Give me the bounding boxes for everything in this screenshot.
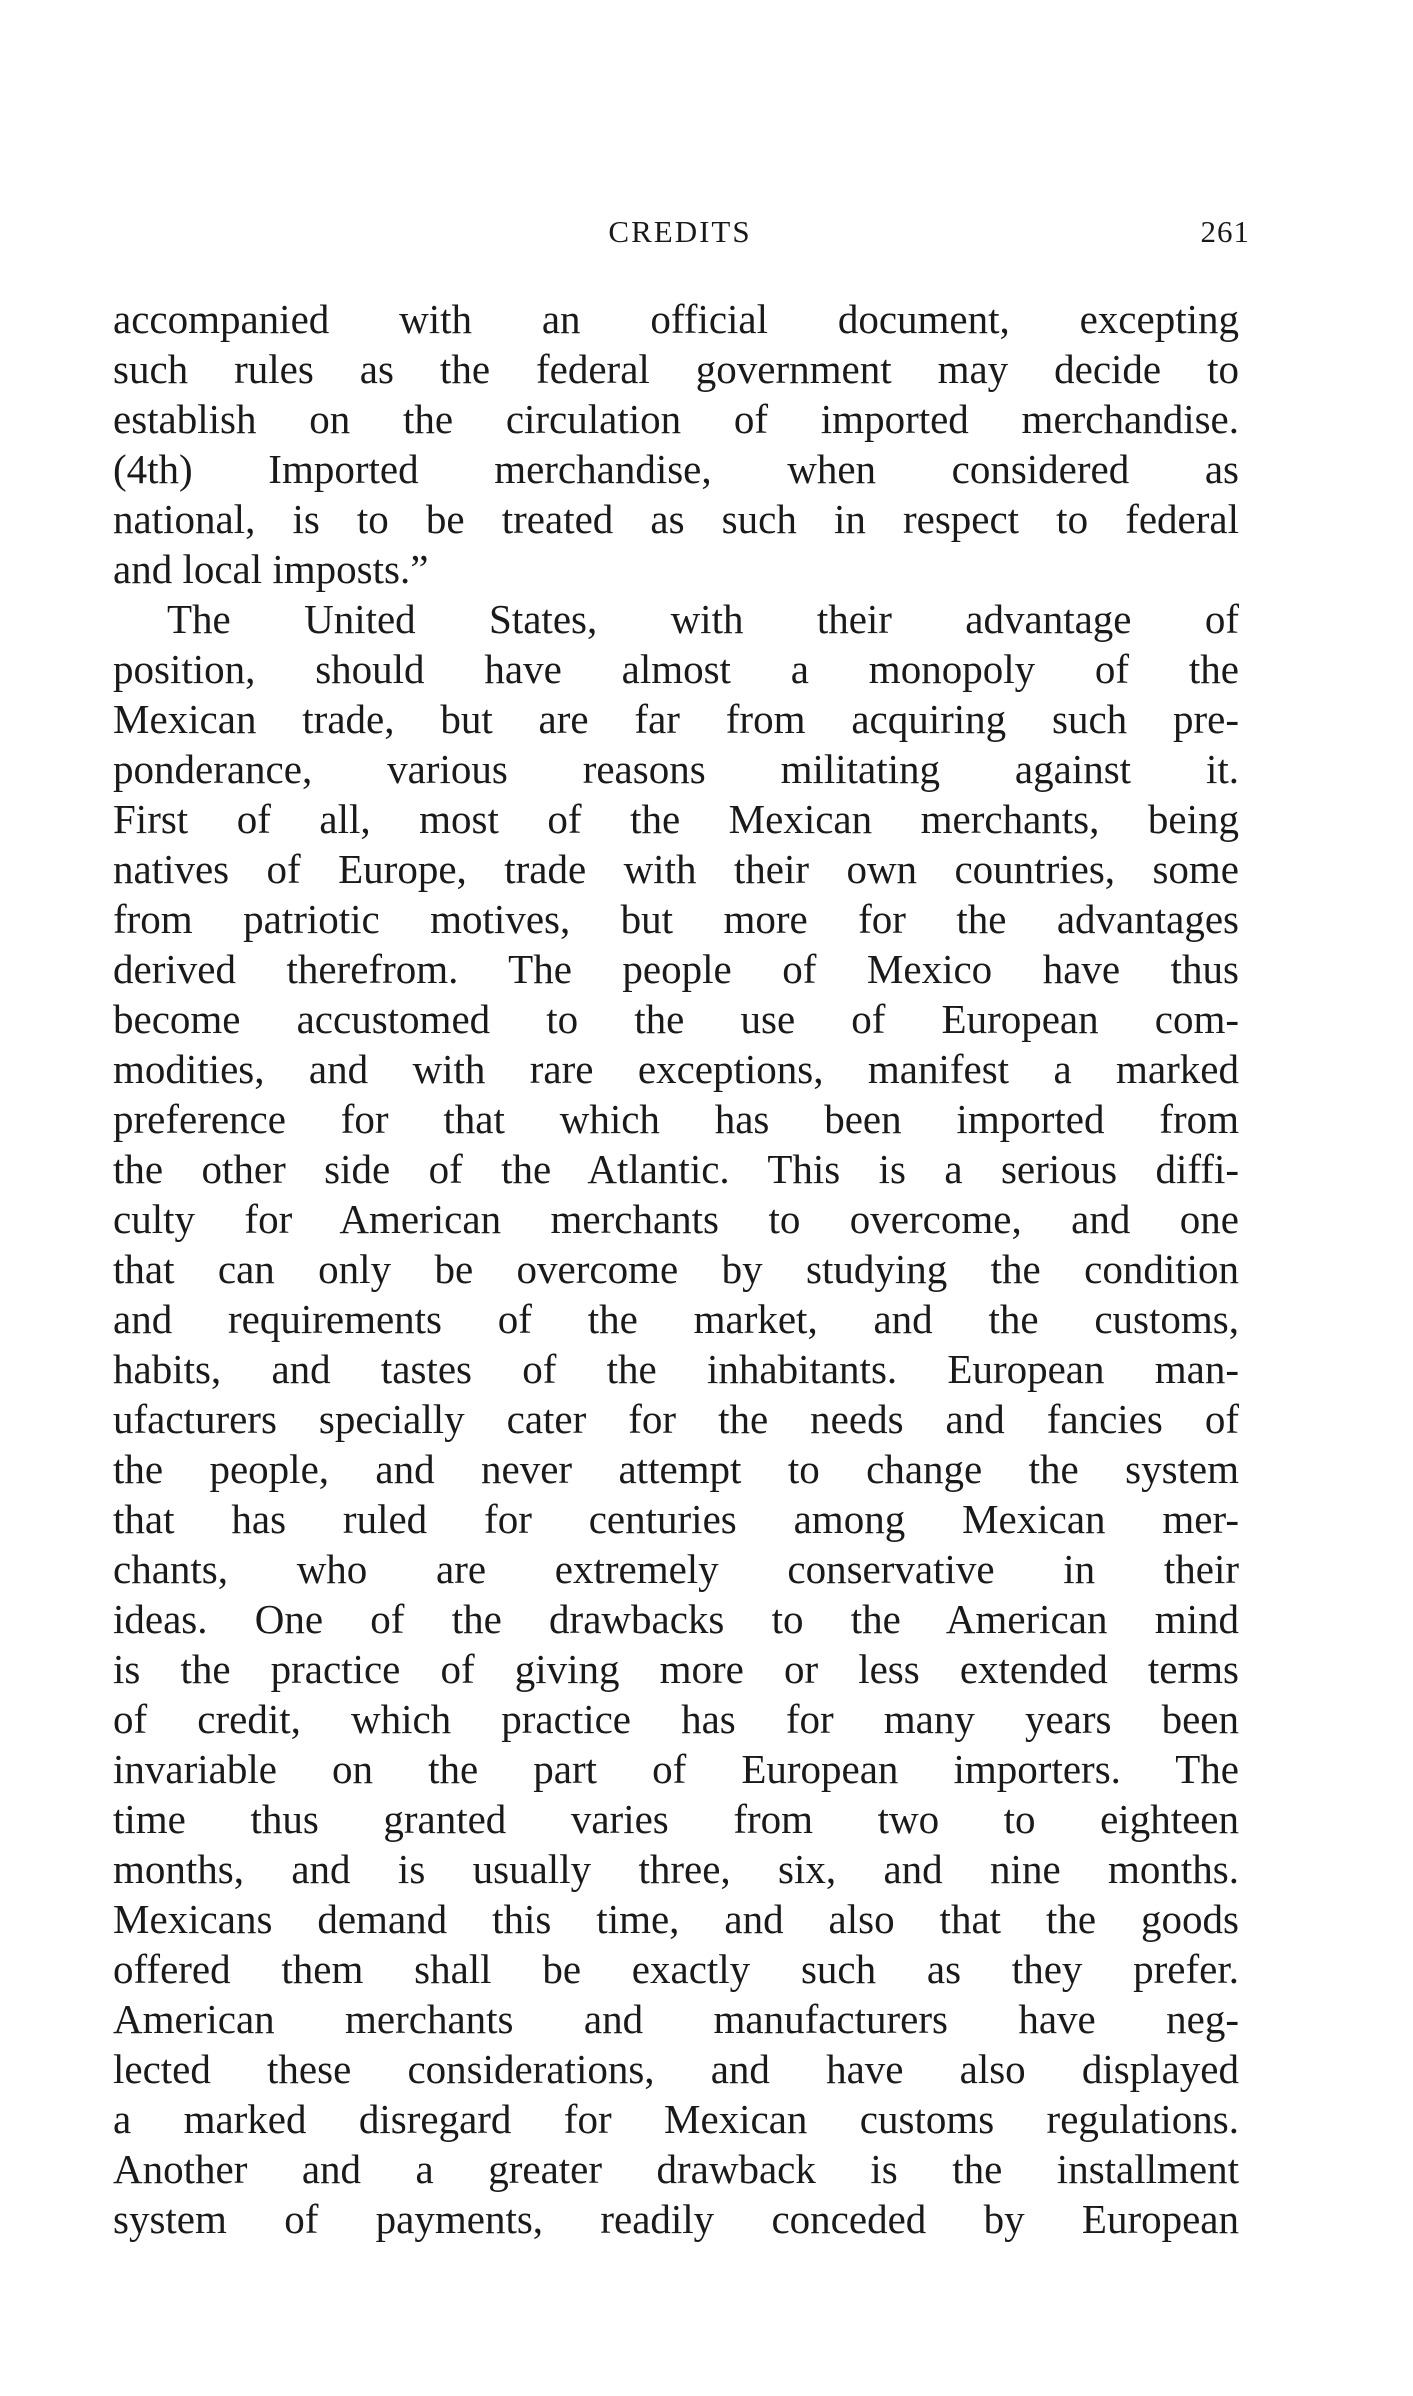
text-line: time thus granted varies from two to eighteen (113, 1796, 1239, 1842)
text-line: American merchants and manufacturers have neg- (113, 1996, 1239, 2042)
text-line: ideas. One of the drawbacks to the American mind (113, 1596, 1239, 1642)
text-line: such rules as the federal government may decide to (113, 346, 1239, 392)
text-line: the other side of the Atlantic. This is a serious diffi- (113, 1146, 1239, 1192)
text-line: system of payments, readily conceded by European (113, 2196, 1239, 2242)
text-line: Another and a greater drawback is the installment (113, 2146, 1239, 2192)
text-line: preference for that which has been imported from (113, 1096, 1239, 1142)
text-line: modities, and with rare exceptions, manifest a marked (113, 1046, 1239, 1092)
text-line: become accustomed to the use of European com- (113, 996, 1239, 1042)
text-line: that has ruled for centuries among Mexican mer- (113, 1496, 1239, 1542)
running-head (110, 210, 1250, 254)
text-line: Mexicans demand this time, and also that the goods (113, 1896, 1239, 1942)
text-line: establish on the circulation of imported merchandise. (113, 396, 1239, 442)
text-line: and requirements of the market, and the customs, (113, 1296, 1239, 1342)
text-line: of credit, which practice has for many years been (113, 1696, 1239, 1742)
body-text (113, 294, 1239, 2244)
text-line: culty for American merchants to overcome, and one (113, 1196, 1239, 1242)
text-line: is the practice of giving more or less extended terms (113, 1646, 1239, 1692)
text-line: natives of Europe, trade with their own countries, some (113, 846, 1239, 892)
text-line: national, is to be treated as such in respect to federal (113, 496, 1239, 542)
text-line: First of all, most of the Mexican merchants, being (113, 796, 1239, 842)
text-line: that can only be overcome by studying the condition (113, 1246, 1239, 1292)
text-line: from patriotic motives, but more for the advantages (113, 896, 1239, 942)
text-line: offered them shall be exactly such as they prefer. (113, 1946, 1239, 1992)
text-line: and local imposts.” (113, 546, 429, 592)
paragraph-first-line: The United States, with their advantage of (167, 596, 1239, 642)
text-line: a marked disregard for Mexican customs regulations. (113, 2096, 1239, 2142)
running-title: CREDITS (608, 214, 752, 249)
text-line: habits, and tastes of the inhabitants. European man- (113, 1346, 1239, 1392)
text-line: chants, who are extremely conservative in their (113, 1546, 1239, 1592)
text-line: ufacturers specially cater for the needs and fancies of (113, 1396, 1239, 1442)
text-line: Mexican trade, but are far from acquiring such pre- (113, 696, 1239, 742)
text-line: the people, and never attempt to change the system (113, 1446, 1239, 1492)
text-line: months, and is usually three, six, and nine months. (113, 1846, 1239, 1892)
text-line: lected these considerations, and have also displayed (113, 2046, 1239, 2092)
text-line: ponderance, various reasons militating against it. (113, 746, 1239, 792)
text-line: accompanied with an official document, excepting (113, 296, 1239, 342)
text-line: derived therefrom. The people of Mexico have thus (113, 946, 1239, 992)
text-line: invariable on the part of European importers. The (113, 1746, 1239, 1792)
text-line: (4th) Imported merchandise, when considered as (113, 446, 1239, 492)
page-number: 261 (1200, 214, 1250, 249)
text-line: position, should have almost a monopoly of the (113, 646, 1239, 692)
